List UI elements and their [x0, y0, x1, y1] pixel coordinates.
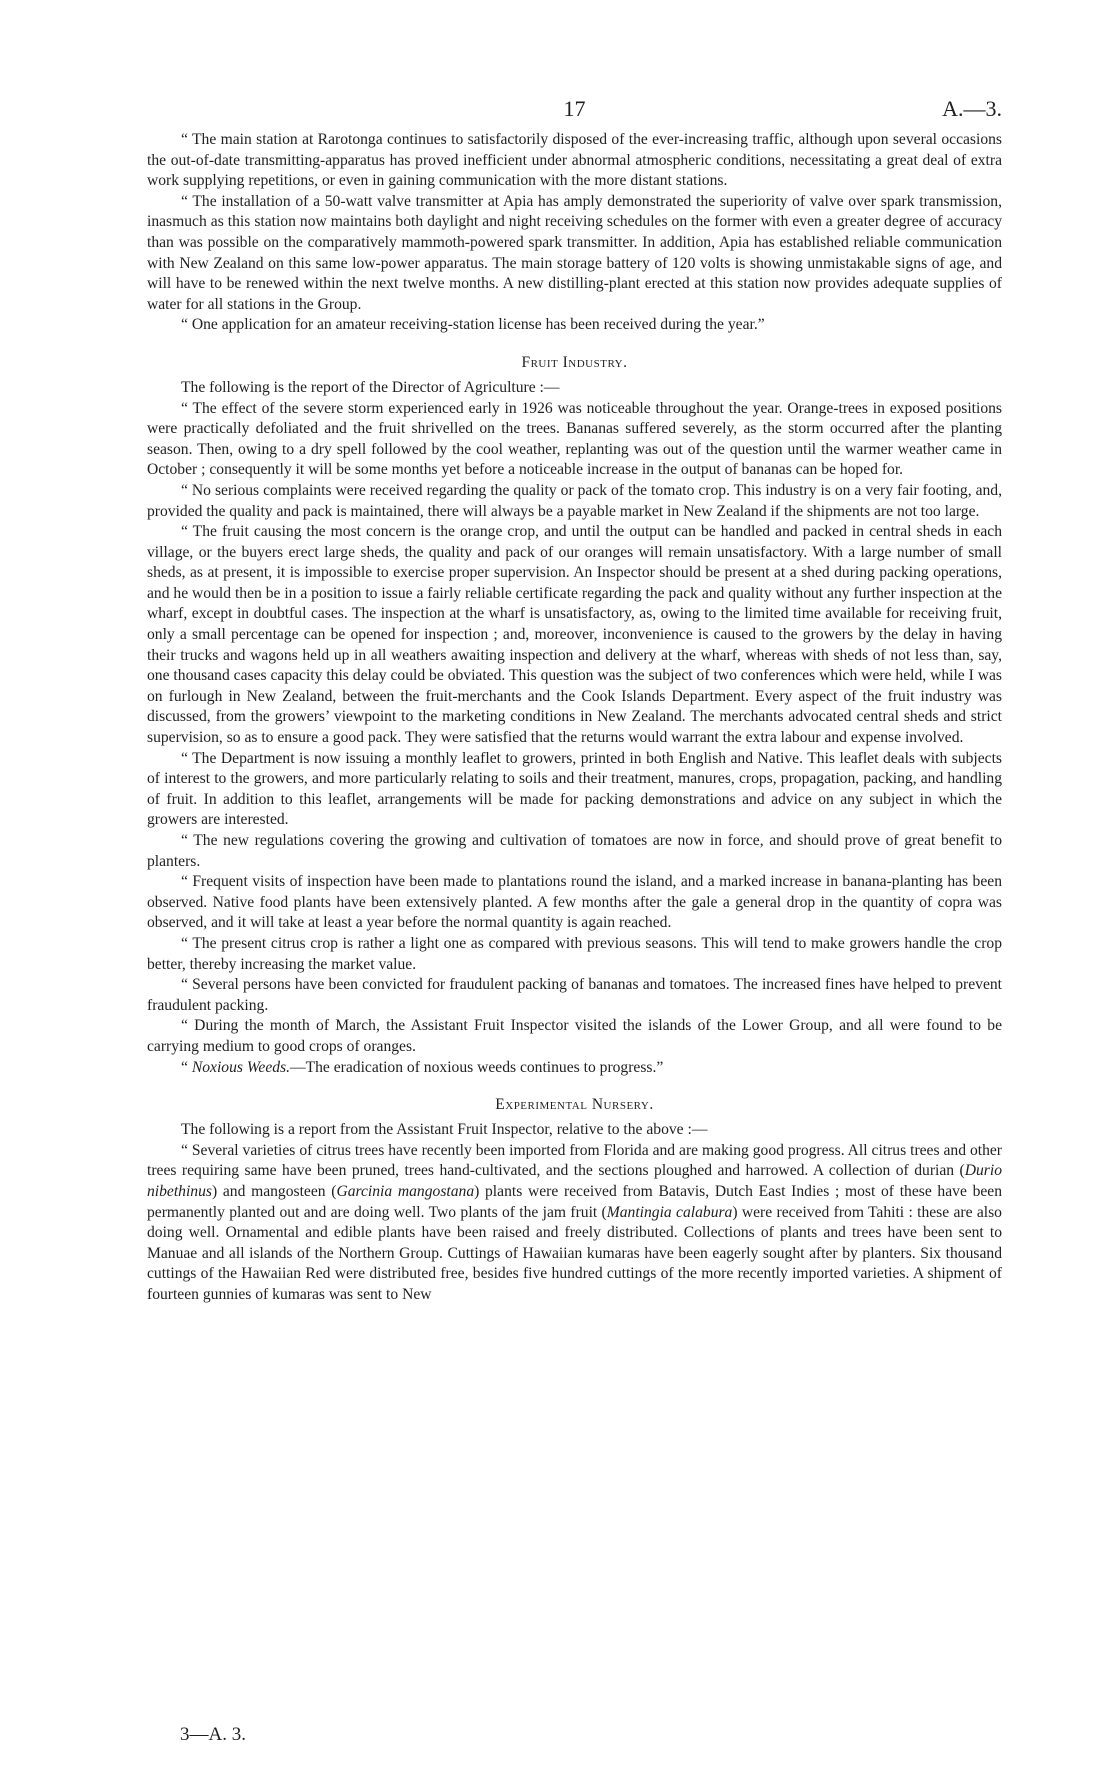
latin-name: Durio nibethinus: [147, 1162, 1002, 1200]
text-span: ) plants were received from Batavis, Dutch East Indies ; most of these have been permanently planted out and are doing well. Two plants of the jam fruit (: [147, 1182, 1002, 1221]
paragraph: “ The Department is now issuing a monthly leaflet to growers, printed in both English and Native. This leaflet deals with subjects of interest to the growers, and more particularly relating to soils and their treatment, manures, crops, propagation, packing, and handling of fruit. In addition to this leaflet, arrangements will be made for packing demonstrations and advice on any subject in which the growers are interested.: [147, 749, 1002, 829]
text-span: “ Several varieties of citrus trees have recently been imported from Florida and are making good progress. All citrus trees and other trees requiring same have been pruned, trees hand-cultivated, and the sections ploughed and harrowed. A collection of durian (: [147, 1141, 1002, 1180]
noxious-weeds-text: —The eradication of noxious weeds continues to progress.”: [290, 1058, 664, 1076]
document-page: [147, 96, 1002, 1745]
noxious-weeds-label: Noxious Weeds.: [191, 1058, 291, 1076]
page-signature: 3—A. 3.: [180, 1724, 246, 1745]
section-heading-fruit-industry: Fruit Industry.: [521, 353, 628, 371]
latin-name: Mantingia calabura: [606, 1203, 733, 1221]
paragraph: The following is a report from the Assistant Fruit Inspector, relative to the above :—: [181, 1121, 708, 1139]
text-span: ) were received from Tahiti : these are also doing well. Ornamental and edible plants have been raised and freely distributed. Collections of plants and trees have been sent to Manuae and all islands of the Northern Group. Cuttings of Hawaiian kumaras have been eagerly sought after by planters. Six thousand cuttings of the Hawaiian Red were distributed free, besides five hundred cuttings of the more recently imported varieties. A shipment of fourteen gunnies of kumaras was sent to New: [147, 1203, 1002, 1303]
paragraph: “ The installation of a 50-watt valve transmitter at Apia has amply demonstrated the superiority of valve over spark transmission, inasmuch as this station now maintains both daylight and night receiving schedules on the former with even a greater degree of accuracy than was possible on the comparatively mammoth-powered spark transmitter. In addition, Apia has established reliable communication with New Zealand on this same low-power apparatus. The main storage battery of 120 volts is showing unmistakable signs of age, and will have to be renewed within the next twelve months. A new distilling-plant erected at this station now provides adequate supplies of water for all stations in the Group.: [147, 192, 1002, 313]
section-heading-experimental-nursery: Experimental Nursery.: [495, 1096, 654, 1114]
paragraph: “ The effect of the severe storm experienced early in 1926 was noticeable throughout the year. Orange-trees in exposed positions were practically defoliated and the fruit shrivelled on the trees. Bananas suffered severely, as the storm occurred after the planting season. Then, owing to a dry spell followed by the cool weather, replanting was out of the question until the warmer weather came in October ; consequently it will be some months yet before a noticeable increase in the output of bananas can be hoped for.: [147, 399, 1002, 479]
paragraph: The following is the report of the Director of Agriculture :—: [181, 378, 560, 396]
text-span: ) and mangosteen (: [211, 1182, 337, 1200]
paragraph: “ Several persons have been convicted for fraudulent packing of bananas and tomatoes. The increased fines have helped to prevent fraudulent packing.: [147, 976, 1002, 1014]
document-reference: A.—3.: [942, 96, 1002, 121]
paragraph: “ No serious complaints were received regarding the quality or pack of the tomato crop. This industry is on a very fair footing, and, provided the quality and pack is maintained, there will always be a payable market in New Zealand if the shipments are not too large.: [147, 481, 1002, 520]
page-number: 17: [563, 96, 586, 121]
paragraph-nursery-report: [147, 1141, 1002, 1306]
paragraph: “ One application for an amateur receiving-station license has been received during the year.”: [181, 316, 765, 334]
paragraph: “ The present citrus crop is rather a light one as compared with previous seasons. This will tend to make growers handle the crop better, thereby increasing the market value.: [147, 934, 1002, 973]
paragraph: “ Frequent visits of inspection have been made to plantations round the island, and a marked increase in banana-planting has been observed. Native food plants have been extensively planted. A few months after the gale a general drop in the quantity of copra was observed, and it will take at least a year before the normal quantity is again reached.: [147, 873, 1002, 932]
page-header: [147, 96, 1002, 130]
experimental-nursery-section: [147, 1120, 1002, 1305]
latin-name: Garcinia mangostana: [336, 1182, 475, 1200]
paragraph: “ The new regulations covering the growing and cultivation of tomatoes are now in force, and should prove of great benefit to planters.: [147, 832, 1002, 870]
fruit-industry-section: [147, 378, 1002, 1078]
paragraph: “ The main station at Rarotonga continues to satisfactorily disposed of the ever-increasing traffic, although upon several occasions the out-of-date transmitting-apparatus has proved inefficient under abnormal atmospheric conditions, necessitating a great deal of extra work supplying repetitions, or even in gaining communication with the more distant stations.: [147, 131, 1002, 190]
intro-section: [147, 130, 1002, 336]
paragraph: “ During the month of March, the Assistant Fruit Inspector visited the islands of the Lower Group, and all were found to be carrying medium to good crops of oranges.: [147, 1017, 1002, 1055]
paragraph: “ The fruit causing the most concern is the orange crop, and until the output can be handled and packed in central sheds in each village, or the buyers erect large sheds, the quality and pack of our oranges will remain unsatisfactory. With a large number of small sheds, as at present, it is impossible to exercise proper supervision. An Inspector should be present at a shed during packing operations, and he would then be in a position to issue a fairly reliable certificate regarding the pack and quality without any further inspection at the wharf, except in doubtful cases. The inspection at the wharf is unsatisfactory, as, owing to the limited time available for receiving fruit, only a small percentage can be opened for inspection ; and, moreover, inconvenience is caused to the growers by the delay in having their trucks and wagons held up in all weathers awaiting inspection and delivery at the wharf, whereas with sheds of not less than, say, one thousand cases capacity this delay could be obviated. This question was the subject of two conferences which were held, while I was on furlough in New Zealand, between the fruit-merchants and the Cook Islands Department. Every aspect of the fruit industry was discussed, from the growers’ viewpoint to the marketing conditions in New Zealand. The merchants advocated central sheds and strict supervision, so as to ensure a good pack. They were satisfied that the returns would warrant the extra labour and expense involved.: [147, 523, 1002, 747]
paragraph-noxious-weeds: “ Noxious Weeds.—The eradication of noxious weeds continues to progress.”: [181, 1058, 664, 1076]
